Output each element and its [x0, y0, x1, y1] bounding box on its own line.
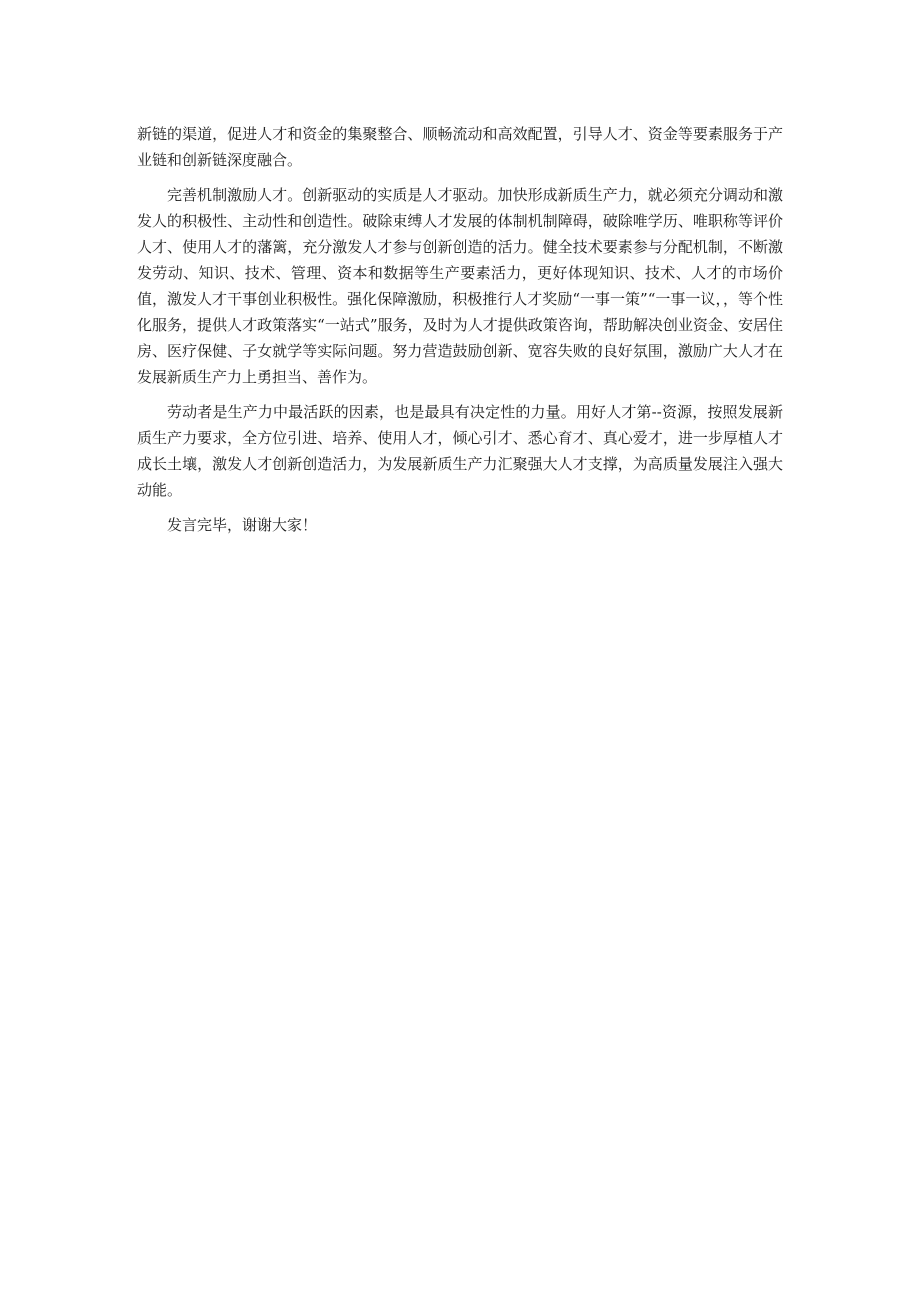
paragraph-closing: 发言完毕，谢谢大家！: [167, 516, 318, 534]
paragraph-continuation: 新链的渠道，促进人才和资金的集聚整合、顺畅流动和高效配置，引导人才、资金等要素服务于产业链和创新链深度融合。: [137, 125, 783, 169]
document-body: [137, 121, 783, 547]
paragraph-talent-incentive: 完善机制激励人才。创新驱动的实质是人才驱动。加快形成新质生产力，就必须充分调动和激发人的积极性、主动性和创造性。破除束缚人才发展的体制机制障碍，破除唯学历、唯职称等评价人才、使用人才的藩篱，充分激发人才参与创新创造的活力。健全技术要素参与分配机制，不断激发劳动、知识、技术、管理、资本和数据等生产要素活力，更好体现知识、技术、人才的市场价值，激发人才干事创业积极性。强化保障激励，积极推行人才奖励“一事一策”“一事一议，，等个性化服务，提供人才政策落实“一站式”服务，及时为人才提供政策咨询，帮助解决创业资金、安居住房、医疗保健、子女就学等实际问题。努力营造鼓励创新、宽容失败的良好氛围，激励广大人才在发展新质生产力上勇担当、善作为。: [137, 186, 783, 386]
paragraph-workforce: 劳动者是生产力中最活跃的因素，也是最具有决定性的力量。用好人才第--资源，按照发展新质生产力要求，全方位引进、培养、使用人才，倾心引才、悉心育才、真心爱才，进一步厚植人才成长土壤，激发人才创新创造活力，为发展新质生产力汇聚强大人才支撑，为高质量发展注入强大动能。: [137, 403, 783, 499]
